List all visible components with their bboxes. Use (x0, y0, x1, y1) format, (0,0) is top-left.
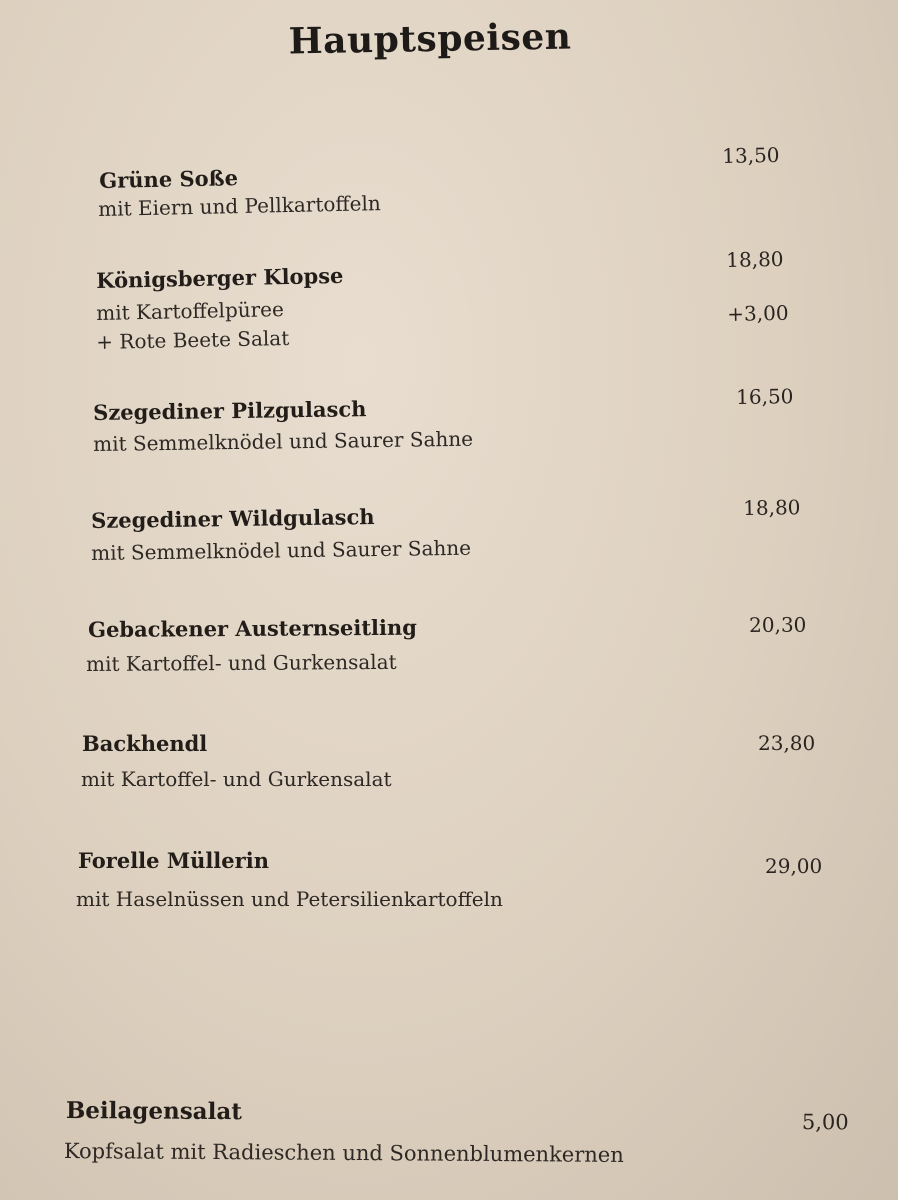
dish-description: mit Kartoffel- und Gurkensalat (86, 649, 397, 676)
dish-description: mit Kartoffelpüree (96, 297, 285, 325)
dish-price: 18,80 (726, 246, 784, 272)
dish-extra: + Rote Beete Salat (96, 325, 290, 354)
dish-price: 23,80 (758, 731, 816, 755)
side-description: Kopfsalat mit Radieschen und Sonnenblumenkernen (63, 1139, 624, 1167)
dish-description: mit Kartoffel- und Gurkensalat (81, 767, 392, 791)
dish-price: 16,50 (736, 384, 794, 409)
dish-name: Gebackener Austernseitling (88, 614, 418, 642)
page-title: Hauptspeisen (288, 15, 572, 63)
dish-extra-price: +3,00 (727, 300, 789, 326)
dish-name: Szegediner Wildgulasch (91, 504, 375, 533)
dish-price: 20,30 (749, 612, 807, 637)
side-price: 5,00 (801, 1110, 849, 1135)
dish-description: mit Eiern und Pellkartoffeln (98, 191, 381, 221)
dish-price: 29,00 (765, 854, 823, 878)
side-name: Beilagensalat (65, 1097, 243, 1126)
dish-name: Forelle Müllerin (78, 848, 269, 873)
dish-description: mit Semmelknödel und Saurer Sahne (93, 426, 474, 456)
dish-price: 18,80 (743, 495, 801, 520)
dish-description: mit Semmelknödel und Saurer Sahne (91, 535, 472, 565)
dish-description: mit Haselnüssen und Petersilienkartoffeln (76, 887, 503, 911)
dish-name: Szegediner Pilzgulasch (93, 396, 367, 425)
dish-price: 13,50 (722, 142, 780, 168)
dish-name: Königsberger Klopse (96, 262, 344, 293)
dish-name: Grüne Soße (99, 165, 239, 193)
dish-name: Backhendl (82, 731, 208, 756)
